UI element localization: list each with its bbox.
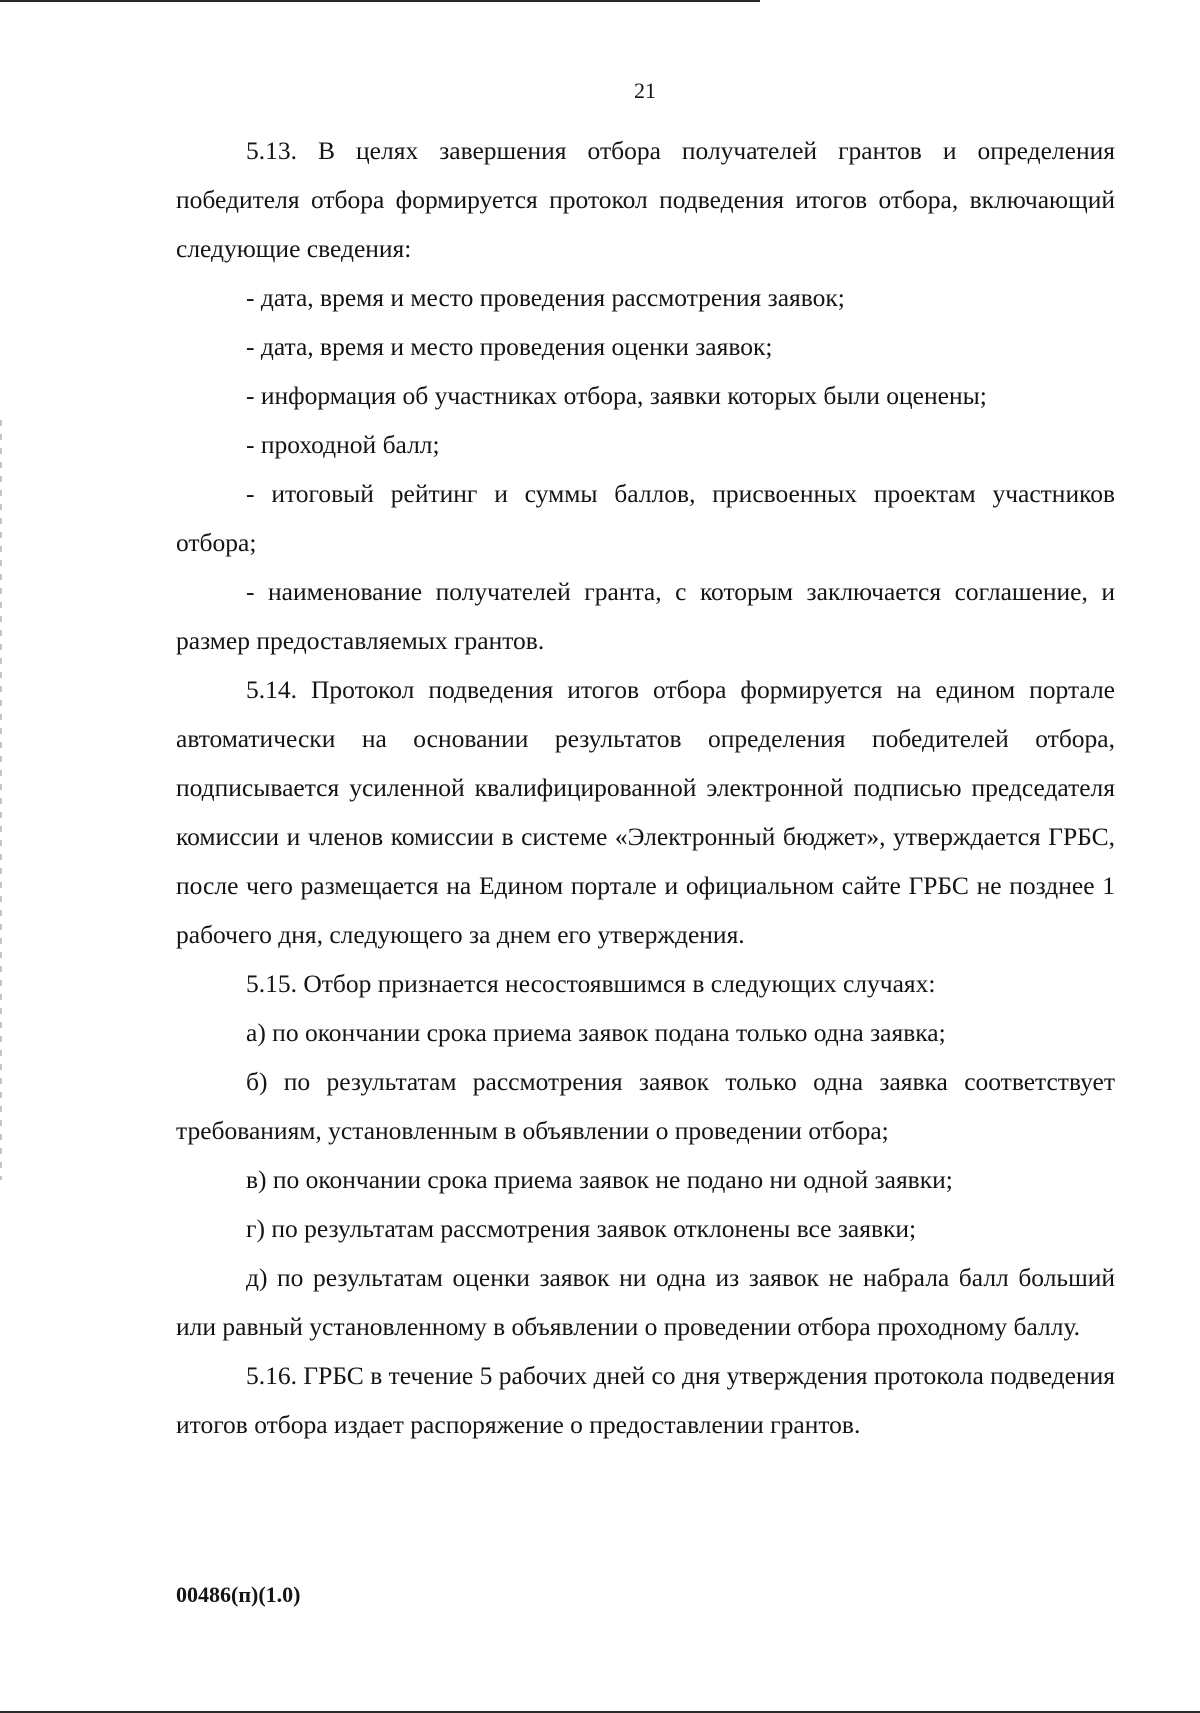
list-item-passing-score: - проходной балл;	[246, 430, 440, 459]
list-item-recipients: - наименование получателей гранта, с которым заключается соглашение, и размер предоставляемых грантов.	[176, 577, 1115, 655]
document-code: 00486(п)(1.0)	[176, 1582, 301, 1607]
list-item-b: б) по результатам рассмотрения заявок только одна заявка соответствует требованиям, установленным в объявлении о проведении отбора;	[176, 1067, 1115, 1145]
list-item-v: в) по окончании срока приема заявок не подано ни одной заявки;	[246, 1165, 953, 1194]
paragraph-5-16: 5.16. ГРБС в течение 5 рабочих дней со дня утверждения протокола подведения итогов отбора издает распоряжение о предоставлении грантов.	[176, 1361, 1115, 1439]
scan-edge-top	[0, 0, 760, 2]
list-item-date-review: - дата, время и место проведения рассмотрения заявок;	[246, 283, 845, 312]
list-item-date-evaluation: - дата, время и место проведения оценки заявок;	[246, 332, 773, 361]
paragraph-5-15: 5.15. Отбор признается несостоявшимся в следующих случаях:	[246, 969, 936, 998]
scan-edge-left	[0, 420, 2, 1180]
document-body	[176, 126, 1115, 1449]
list-item-a: а) по окончании срока приема заявок подана только одна заявка;	[246, 1018, 946, 1047]
list-item-g: г) по результатам рассмотрения заявок отклонены все заявки;	[246, 1214, 917, 1243]
page-number: 21	[634, 78, 656, 103]
list-item-rating: - итоговый рейтинг и суммы баллов, присвоенных проектам участников отбора;	[176, 479, 1115, 557]
list-item-d: д) по результатам оценки заявок ни одна из заявок не набрала балл больший или равный установленному в объявлении о проведении отбора проходному баллу.	[176, 1263, 1115, 1341]
paragraph-5-13: 5.13. В целях завершения отбора получателей грантов и определения победителя отбора формируется протокол подведения итогов отбора, включающий следующие сведения:	[176, 136, 1115, 263]
list-item-participants: - информация об участниках отбора, заявки которых были оценены;	[246, 381, 987, 410]
paragraph-5-14: 5.14. Протокол подведения итогов отбора формируется на едином портале автоматически на основании результатов определения победителей отбора, подписывается усиленной квалифицированной электронной подписью председателя комиссии и членов комиссии в системе «Электронный бюджет», утверждается ГРБС, после чего размещается на Едином портале и официальном сайте ГРБС не позднее 1 рабочего дня, следующего за днем его утверждения.	[176, 675, 1115, 949]
